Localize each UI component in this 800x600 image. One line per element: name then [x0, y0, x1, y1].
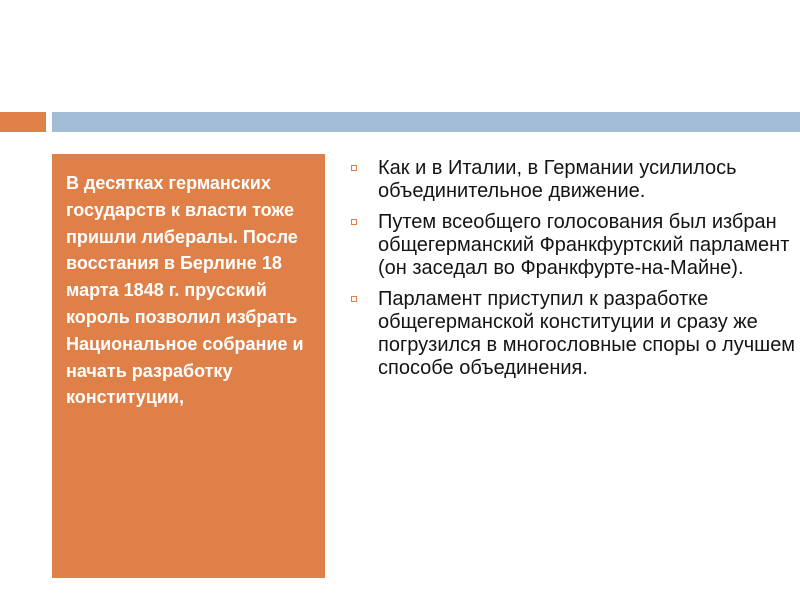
- bullet-text: Как и в Италии, в Германии усилилось объединительное движение.: [378, 157, 737, 202]
- square-bullet-icon: [351, 165, 357, 171]
- list-item: [348, 211, 796, 280]
- accent-bar-orange: [0, 112, 46, 132]
- left-panel-text: В десятках германских государств к власти тоже пришли либералы. После восстания в Берлине 18 марта 1848 г. прусский король позволил избрать Национальное собрание и начать разработку конституции,: [66, 173, 304, 408]
- square-bullet-icon: [351, 219, 357, 225]
- bullet-text: Парламент приступил к разработке общегерманской конституции и сразу же погрузился в многословные споры о лучшем способе объединения.: [378, 288, 796, 379]
- bullet-list: [348, 157, 796, 388]
- accent-bar-blue: [52, 112, 800, 132]
- list-item: [348, 288, 796, 380]
- bullet-text: Путем всеобщего голосования был избран общегерманский Франкфуртский парламент (он заседал во Франкфурте-на-Майне).: [378, 211, 790, 279]
- list-item: [348, 157, 796, 203]
- left-text-panel: [52, 154, 325, 578]
- square-bullet-icon: [351, 296, 357, 302]
